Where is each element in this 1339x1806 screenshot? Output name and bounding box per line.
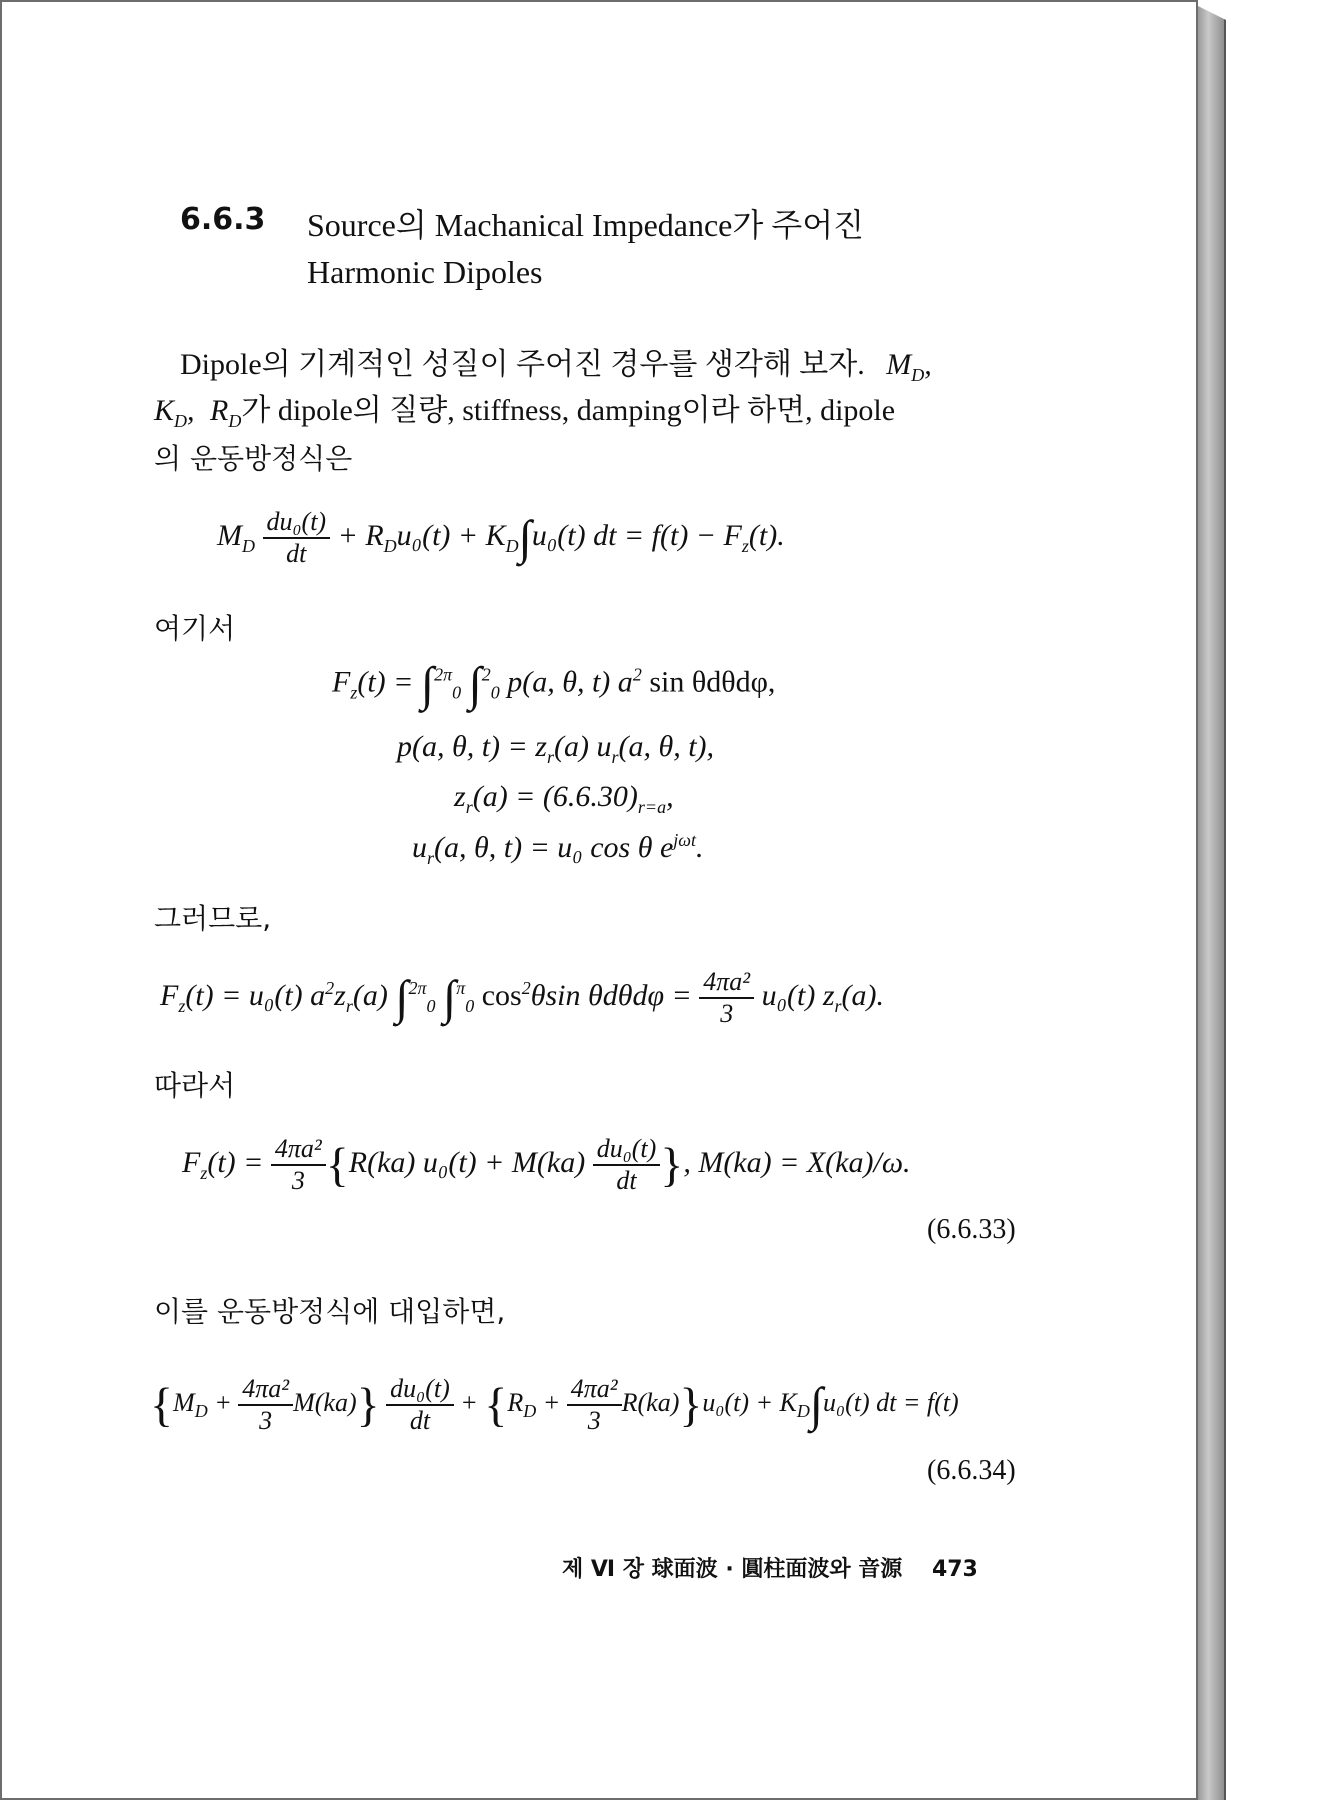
eq1-tail: sin θdθdφ, xyxy=(649,665,776,699)
eq634-Rka: R(ka) xyxy=(621,1387,680,1417)
plus: + xyxy=(542,1387,561,1417)
integral-upper: 2π xyxy=(408,977,427,998)
sub-r: r xyxy=(427,848,435,868)
eq634-fraction-2 xyxy=(386,1374,454,1436)
subscript-D: D xyxy=(228,411,242,431)
integral-lower: 0 xyxy=(465,995,475,1016)
eq633-body: R(ka) u₀(t) + M(ka) xyxy=(348,1145,586,1179)
cos: cos xyxy=(481,978,522,1012)
symbol-K: K xyxy=(154,394,175,427)
plus: + xyxy=(460,1387,478,1417)
sub-z: z xyxy=(200,1162,208,1183)
sub-r: r xyxy=(465,797,473,817)
label-where: 여기서 xyxy=(154,612,236,645)
integral-sign: ∫ xyxy=(468,658,482,711)
plus: + xyxy=(214,1387,232,1417)
eq2-tail: (a, θ, t), xyxy=(618,730,715,763)
eq633-mid: (t) = xyxy=(207,1145,264,1179)
integral-lower: 0 xyxy=(426,995,436,1016)
eq-6-6-34 xyxy=(150,1374,959,1436)
eq2-mid: (a) u xyxy=(554,730,612,763)
eq-motion-integral: u₀(t) dt = f(t) − F xyxy=(531,518,742,552)
eq-Fz: $F_z(t) = u_0(t)$ $a^2z_r(a)$ ∫$^{2\pi}_0$ ∫$^\pi_0$ $\cos^2\theta\sin$ θdθdφ = $\frac{\text{4πa²}}{3}$ u₀(t) $z_r(a)$. xyxy=(160,967,885,1028)
eqFz-tail: u₀(t) z xyxy=(761,978,835,1012)
eq1-sup: 2 xyxy=(632,664,642,685)
footer-chapter: 제 Ⅵ 장 球面波 · 圓柱面波와 音源 xyxy=(562,1557,903,1582)
integral-upper: π xyxy=(456,977,466,998)
eq634-fraction-1 xyxy=(238,1374,293,1436)
integral-lower: 0 xyxy=(452,682,462,703)
eq3-tail: , xyxy=(666,780,674,813)
eq4-mid: (a, θ, t) = u₀ cos θ e xyxy=(434,831,674,864)
sub-z: z xyxy=(350,682,358,703)
eq-motion-M: M xyxy=(217,518,242,552)
equation-number-6-6-33: (6.6.33) xyxy=(927,1214,1016,1245)
eqFz-mid: (t) = u₀(t) a xyxy=(185,978,326,1012)
eq633-fraction-2 xyxy=(593,1134,661,1196)
subscript-D: D xyxy=(174,411,188,431)
brace-open: { xyxy=(325,1138,349,1192)
fraction-denominator: 3 xyxy=(291,1166,305,1195)
eq-motion-sub-D: D xyxy=(383,535,397,556)
sub-D: D xyxy=(796,1401,810,1422)
fraction-denominator: 3 xyxy=(259,1406,273,1435)
eq-motion-u0-K: u₀(t) + K xyxy=(396,518,506,552)
eqFz-body: θsin θdθdφ = xyxy=(530,978,692,1012)
eq633-fraction xyxy=(271,1134,326,1196)
label-therefore: 그러므로, xyxy=(154,902,272,935)
page-footer xyxy=(562,1552,978,1583)
eq1-body: p(a, θ, t) a xyxy=(507,665,633,699)
subscript-D: D xyxy=(911,365,925,385)
fraction-denominator: dt xyxy=(409,1406,431,1435)
symbol-MD: $M_D$, xyxy=(886,348,932,385)
symbol-R: R xyxy=(210,394,229,427)
eq633-tail: , M(ka) = X(ka)/ω. xyxy=(683,1145,911,1179)
M: M xyxy=(173,1387,195,1417)
sub-r: r xyxy=(611,747,619,767)
section-number: 6.6.3 xyxy=(180,202,266,237)
fraction-denominator: dt xyxy=(616,1166,637,1195)
fraction-numerator: du₀(t) xyxy=(386,1374,454,1406)
eq4-tail: . xyxy=(696,831,704,864)
sup-2: 2 xyxy=(325,977,335,998)
integral-upper: 2π xyxy=(434,664,453,685)
eq-motion-sub-D: D xyxy=(505,535,519,556)
eqFz-fraction xyxy=(699,967,754,1029)
section-title-line2: Harmonic Dipoles xyxy=(307,254,543,290)
symbol-RD xyxy=(210,394,242,431)
u: u xyxy=(412,831,427,864)
F: F xyxy=(182,1145,201,1179)
z: z xyxy=(454,780,466,813)
integral-sign: ∫ xyxy=(443,971,457,1025)
integral-sign: ∫ xyxy=(518,511,532,565)
sub-D: D xyxy=(194,1401,208,1422)
eq-motion-fraction xyxy=(263,507,331,569)
brace-close: } xyxy=(679,1378,703,1432)
eq-motion-sub-D: D xyxy=(242,535,255,556)
fraction-denominator: 3 xyxy=(587,1406,601,1435)
eq-motion-sub-z: z xyxy=(741,535,749,556)
eq634-Mka: M(ka) xyxy=(293,1387,357,1417)
integral-upper: 2 xyxy=(481,664,491,685)
eq634-u0-K: u₀(t) + K xyxy=(702,1387,797,1417)
fraction-numerator: 4πa² xyxy=(567,1374,622,1406)
eq4-sup: jωt xyxy=(673,830,697,850)
equation-number-6-6-34: (6.6.34) xyxy=(927,1455,1016,1486)
where-eq-2 xyxy=(397,730,714,768)
fraction-denominator: dt xyxy=(286,539,307,568)
brace-close: } xyxy=(356,1378,380,1432)
fraction-numerator: 4πa² xyxy=(238,1374,293,1406)
integral-sign: ∫ xyxy=(395,971,409,1025)
fraction-numerator: 4πa² xyxy=(699,967,754,999)
where-eq-4 xyxy=(412,830,704,869)
integral-sign: ∫ xyxy=(420,658,435,711)
label-thus: 따라서 xyxy=(154,1069,236,1102)
F: F xyxy=(332,665,351,699)
section-title-line1: Source의 Machanical Impedance가 주어진 xyxy=(307,207,865,243)
integral-sign: ∫ xyxy=(809,1378,824,1432)
eq1-mid: (t) = xyxy=(357,665,414,699)
sub-r-eq-a: r=a xyxy=(637,797,667,817)
where-eq-1 xyxy=(332,657,775,712)
intro-line-2-text: 가 dipole의 질량, stiffness, damping이라 하면, dipole xyxy=(241,394,896,427)
eq-6-6-33 xyxy=(182,1134,911,1196)
brace-close: } xyxy=(660,1138,684,1192)
brace-open: { xyxy=(150,1378,174,1432)
eq3-mid: (a) = (6.6.30) xyxy=(472,780,638,813)
R: R xyxy=(507,1387,524,1417)
brace-open: { xyxy=(484,1378,508,1432)
fraction-numerator: du₀(t) xyxy=(263,507,331,539)
z: z xyxy=(334,978,346,1012)
intro-line-1-text: Dipole의 기계적인 성질이 주어진 경우를 생각해 보자. xyxy=(180,348,865,381)
integral-lower: 0 xyxy=(490,682,500,703)
fraction-numerator: 4πa² xyxy=(271,1134,326,1166)
F: F xyxy=(160,978,179,1012)
page-edge-shadow xyxy=(1198,6,1226,1800)
eq2-left: p(a, θ, t) = z xyxy=(397,730,547,763)
eq-motion-tail: (t). xyxy=(748,518,785,552)
eqFz-tail2: (a). xyxy=(841,978,885,1012)
where-eq-3 xyxy=(454,780,674,818)
symbol-KD: $K_D$, xyxy=(154,394,195,431)
eq634-tail: u₀(t) dt = f(t) xyxy=(823,1387,959,1417)
page-number: 473 xyxy=(931,1557,978,1582)
equation-of-motion xyxy=(217,507,785,569)
eq-motion-plus-R: + R xyxy=(337,518,384,552)
sub-z: z xyxy=(178,995,186,1016)
eq634-fraction-3 xyxy=(567,1374,622,1436)
symbol-M: M xyxy=(886,348,912,381)
intro-line-3: 의 운동방정식은 xyxy=(154,442,353,475)
fraction-numerator: du₀(t) xyxy=(593,1134,661,1166)
sub-r: r xyxy=(546,747,554,767)
eqFz-a: (a) xyxy=(352,978,388,1012)
label-substitute: 이를 운동방정식에 대입하면, xyxy=(154,1295,506,1328)
sub-D: D xyxy=(523,1401,537,1422)
fraction-denominator: 3 xyxy=(720,999,734,1028)
